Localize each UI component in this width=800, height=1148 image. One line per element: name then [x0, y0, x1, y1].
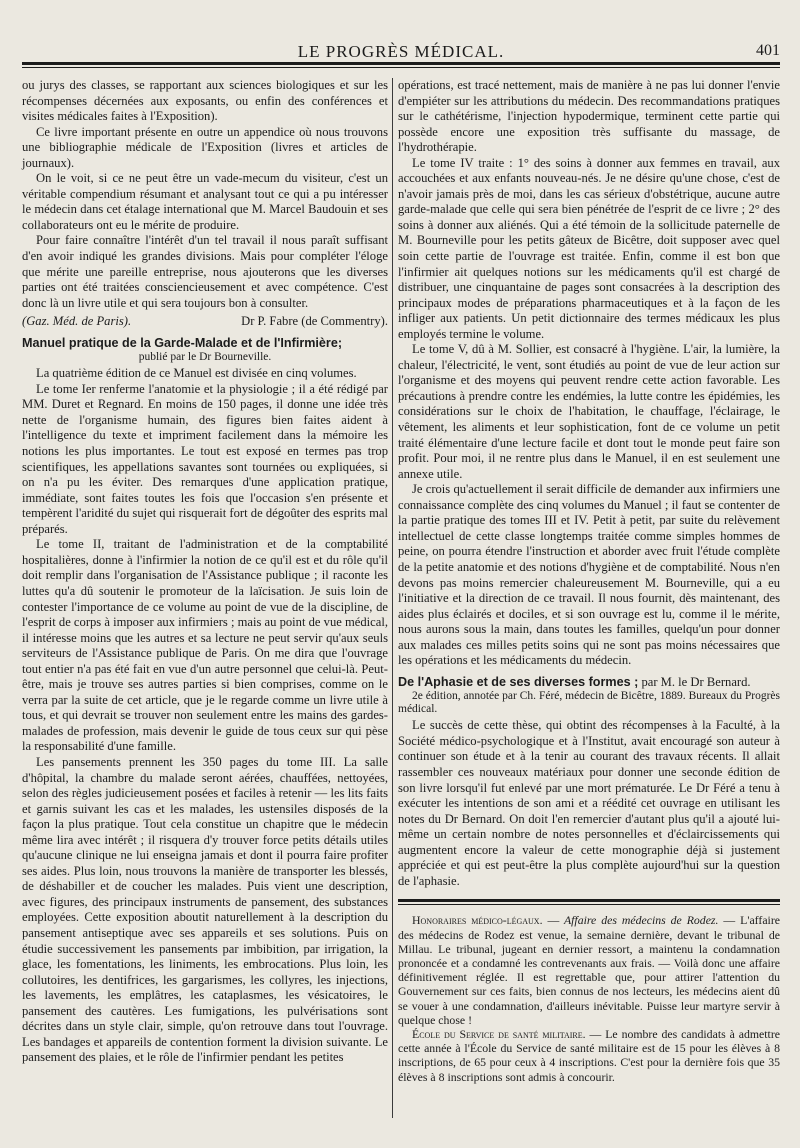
review-heading-title: De l'Aphasie et de ses diverses formes ; — [398, 674, 639, 689]
paragraph: Le tome V, dû à M. Sollier, est consacré à l'hygiène. L'air, la lumière, la chaleur, l'électricité, le vent, sont étudiés au point de vue de leur action sur l'organisme et des moyens qui peuvent rendre cette action favorable. Les précautions à prendre contre les endémies, la lutte contre les épidémies, les considérations sur le choix de l'habitation, le chauffage, l'éclairage, le vêtement, les aliments et leur sophistication, font de ce volume un petit traité élémentaire d'une lecture facile et dont tout le monde peut faire son profit. Pour moi, il ne rentre plus dans le Manuel, il en est seulement une annexe utile. — [398, 342, 780, 481]
page-header — [22, 38, 780, 62]
paragraph: Ce livre important présente en outre un appendice où nous trouvons une bibliographie médicale de l'Exposition (livres et articles de journaux). — [22, 124, 388, 170]
signature-author: Dr P. Fabre (de Commentry). — [241, 314, 388, 329]
paragraph: Le succès de cette thèse, qui obtint des récompenses à la Faculté, à la Société médico-psychologique et à l'Institut, avait encouragé son auteur à continuer son étude et à la tenir au courant des travaux récents. Il allait rassembler ces nouveaux matériaux pour donner une seconde édition de son livre lorsqu'il fut enlevé par une mort prématurée. Le Dr Féré a tenu à exécuter les intentions de son ami et a réédité cet ouvrage en utilisant les notes du Dr Bernard. On doit l'en remercier d'autant plus qu'il a ajouté lui-même un certain nombre de notes personnelles et d'éclaircissements qui augmentent encore la valeur de cette monographie déjà si justement appréciée et qui est peut-être la plus complète aujourd'hui sur la question de l'aphasie. — [398, 718, 780, 888]
section-rule-thick — [398, 899, 780, 902]
paragraph: Le tome II, traitant de l'administration et de la comptabilité hospitalières, donne à l'infirmier la notion de ce qu'il est et du rôle qu'il doit remplir dans l'organisation de l'Assistance publique ; il raconte les luttes qu'a dû soutenir le promoteur de la laïcisation. Je suis loin de contester l'importance de ce volume au point de vue de la discipline, de l'esprit de corps à imposer aux infirmiers ; mais au point de vue médical, il intéresse moins que les autres et sa lecture ne peut servir qu'aux seuls serviteurs de l'Assistance publique de Paris. On me dira que l'ouvrage tout entier n'a pas été fait en vue d'un autre personnel que celui-là. Peut-être, mais je trouve ses autres parties si bien comprises, comme on le verra par la suite de cet article, que je le regarde comme un livre utile à tous, et qui devrait se trouver non seulement entre les mains des gardes-malades de profession, mais devenir le guide de tous ceux sur qui pèse la responsabilité d'une famille. — [22, 537, 388, 754]
right-column — [398, 78, 780, 1084]
review-subheading: 2e édition, annotée par Ch. Féré, médecin de Bicêtre, 1889. Bureaux du Progrès médical. — [398, 690, 780, 716]
left-column — [22, 78, 388, 1066]
page-number: 401 — [756, 42, 780, 59]
review-subheading: publié par le Dr Bourneville. — [138, 351, 272, 364]
news-item-body: — L'affaire des médecins de Rodez est venue, la semaine dernière, devant le tribunal de Millau. Le tribunal, jugeant en dernier ressort, a maintenu la condamnation prononcée et a condamné les contrevenants aux frais. — Voilà donc une affaire définitivement réglée. Il est regrettable que, pour attirer l'attention du Gouvernement sur ces faits, bien connus de nos lecteurs, les médecins aient dû se vouer à une condamnation, d'ailleurs inévitable. Puisse leur martyre servir à quelque chose ! — [398, 913, 781, 1027]
journal-title: LE PROGRÈS MÉDICAL. — [297, 42, 505, 61]
paragraph: On le voit, si ce ne peut être un vade-mecum du visiteur, c'est un véritable compendium résumant et analysant tout ce qui a pu intéresser le médecin dans cet étalage international que M. Marcel Baudouin et ses collaborateurs ont eu le mérite de produire. — [22, 171, 388, 232]
header-rule-thin — [22, 67, 780, 68]
paragraph: Les pansements prennent les 350 pages du tome III. La salle d'hôpital, la chambre du malade seront aérées, chauffées, nettoyées, selon des règles judicieusement posées et faciles à retenir — les lits faits et garnis suivant les cas et les malades, les ustensiles disposés de la façon la plus pratique. Tout cela constitue un chapitre que le médecin même lira avec intérêt ; il risquera d'y trouver force petits détails utiles qu'aucune clinique ne lui enseigna jamais et dont il pourra faire profiter ses aides. Plus loin, nous trouvons la manière de transporter les blessés, de déshabiller et de coucher les malades. Puis vient une description, avec figures, des principaux instruments de pansement, des substances employées. Cette exposition aboutit naturellement à la description du pansement antiseptique avec ses appareils et ses solutions. Puis on étudie successivement les pansements par imbibition, par irrigation, la glace, les fomentations, les liniments, les embrocations. Plus loin, les collutoires, les dentifrices, les gargarismes, les collyres, les injections, les lavements, les emplâtres, les cataplasmes, les vésicatoires, le pansement des cautères. Les fumigations, les pulvérisations sont décrites dans un style clair, simple, qu'on retrouve dans tout l'ouvrage. Les bandages et appareils de contention forment la division suivante. Le pansement des plaies, et le rôle de l'infirmier pendant les petites — [22, 754, 388, 1065]
news-item-body: Le nombre des candidats à admettre cette année à l'École du Service de santé militaire est de 15 pour les élèves à 8 inscriptions, de 65 pour ceux à 4 inscriptions. C'est pour la dernière fois que 35 élèves à 8 inscriptions sont admis à concourir. — [398, 1026, 780, 1084]
review-signature — [22, 314, 388, 330]
paragraph: ou jurys des classes, se rapportant aux sciences biologiques et sur les récompenses décernées aux exposants, ou enfin des conférences et visites médicales faites à l'Exposition). — [22, 78, 388, 124]
review-heading: Manuel pratique de la Garde-Malade et de l'Infirmière; — [22, 335, 343, 350]
news-item-head: École du Service de santé militaire. — — [412, 1026, 602, 1041]
review-heading — [398, 675, 780, 691]
paragraph: opérations, est tracé nettement, mais de manière à ne pas lui donner l'envie d'empiéter sur les attributions du médecin. Des recommandations pratiques sur le cathétérisme, l'injection hypodermique, terminent cette partie qui possède encore une exposition très suffisante du massage, de l'hydrothérapie. — [398, 78, 780, 155]
news-notes — [398, 913, 780, 1083]
paragraph: Le tome IV traite : 1° des soins à donner aux femmes en travail, aux accouchées et aux enfants nouveau-nés. Je ne désire qu'une chose, c'est de n'avoir jamais près de moi, dans les cas sérieux d'obstétrique, aucune autre garde-malade que celle qui sera bien pénétrée de l'esprit de ce livre ; 2° des soins à donner aux aliénés. Qui a été témoin de la sollicitude paternelle de M. Bourneville pour les petits gâteux de Bicêtre, doit supposer avec quel soin cette partie de l'ouvrage est traitée. Enfin, comme il est bon que l'infirmier ait quelques notions sur les médicaments qu'il est chargé de distribuer, une cinquantaine de pages sont consacrées à la description des principaux modes de préparations pharmaceutiques et à la façon de les infliger aux patients. Un petit dictionnaire des termes médicaux les plus employés termine le volume. — [398, 155, 780, 341]
news-item — [398, 1027, 780, 1084]
paragraph: Je crois qu'actuellement il serait difficile de demander aux infirmiers une connaissance complète des cinq volumes du Manuel ; il faut se contenter de la partie pratique des tomes III et IV. Petit à petit, par suite du relèvement intellectuel de cette classe longtemps traitée comme simples hommes de peine, on pourra étendre l'instruction et aborder avec fruit l'étude complète de la petite anatomie et des notions d'hygiène et de comptabilité. Nous n'en devons pas moins remercier chaleureusement M. Bourneville, qui a eu l'initiative et la direction de ce travail. Il nous fournit, dès maintenant, des aides plus éclairés et dociles, et si son ouvrage est lu, comme il le mérite, nous aurons sous la main, dans toutes les familles, quelqu'un pour donner aux malades ces milles petits soins qui ne sont pas moins nécessaires que les opérations et les médicaments du médecin. — [398, 482, 780, 668]
paragraph: Le tome Ier renferme l'anatomie et la physiologie ; il a été rédigé par MM. Duret et Regnard. En moins de 150 pages, il donne une idée très nette de l'organisme humain, des figures bien faites aident à l'intelligence du texte et impriment facilement dans la mémoire les notions les plus importantes. Le tout est exposé en termes pas trop scientifiques, les appellations savantes sont tournées ou expliquées, si on n'a pu les éviter. Des remarques d'une application pratique, immédiate, sont faites toutes les fois que l'occasion s'en présente et tempèrent l'aridité du sujet qui risquerait fort de dégoûter des esprits mal préparés. — [22, 381, 388, 536]
news-item-title: Affaire des médecins de Rodez. — [559, 913, 719, 928]
column-divider — [392, 78, 393, 1118]
section-rule-thin — [398, 904, 780, 905]
signature-source: (Gaz. Méd. de Paris). — [22, 314, 132, 329]
paragraph: La quatrième édition de ce Manuel est divisée en cinq volumes. — [36, 366, 357, 381]
news-item — [398, 913, 780, 1027]
paragraph: Pour faire connaître l'intérêt d'un tel travail il nous paraît suffisant d'en avoir indiqué les grandes divisions. Mais pour compléter l'éloge que mérite une pareille entreprise, nous ajouterons que les diverses parties ont été traitées consciencieusement et avec compétence. C'est donc là un livre utile et qui sera toujours bon à consulter. — [22, 233, 388, 310]
review-heading-author: par M. le Dr Bernard. — [638, 674, 751, 689]
header-rule-thick — [22, 62, 780, 65]
news-item-head: Honoraires médico-légaux. — — [412, 913, 560, 928]
